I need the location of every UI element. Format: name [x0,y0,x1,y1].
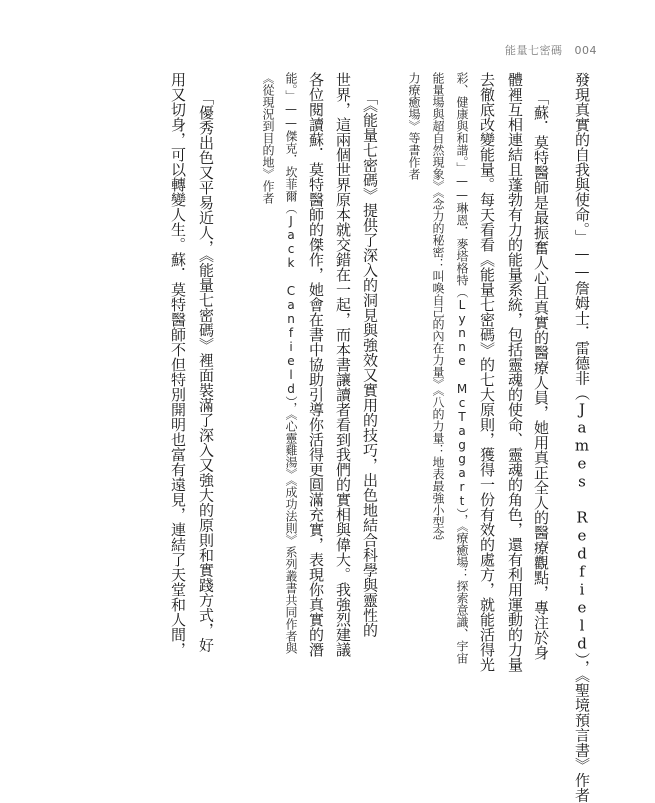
text-column-14: 用又切身，可以轉變人生。蘇．莫特醫師不但特別開明也富有遠見，連結了天堂和人間， [169,72,187,657]
text-column-7: 力療癒場》等書作者 [407,72,421,180]
text-column-11: 能。」——傑克．坎菲爾（Jack Canfield），《心靈雞湯》《成功法則》系列叢書共同作者與 [284,72,298,654]
text-column-10: 各位閱讀蘇．莫特醫師的傑作，她會在書中協助引導你活得更圓滿充實，表現你真實的潛 [307,72,325,657]
text-column-9: 世界，這兩個世界原本就交錯在一起，而本書讓讀者看到我們的實相與偉大。我強烈建議 [334,72,352,657]
text-column-2: 「蘇．莫特醫師是最振奮人心且真實的醫療人員，她用真正全人的醫療觀點，專注於身 [532,90,550,660]
text-column-5: 彩、健康與和諧。」——琳恩．麥塔格特（Lynne McTaggart），《療癒場：探索意識、宇宙 [455,72,469,664]
text-column-4: 去徹底改變能量。每天看看《能量七密碼》的七大原則，獲得一份有效的處方，就能活得光 [478,72,496,672]
text-column-1: 發現真實的自我與使命。」——詹姆士．雷德非（James Redfield），《聖境預言書》作者 [573,72,591,803]
text-column-13: 「優秀出色又平易近人，《能量七密碼》裡面裝滿了深入又強大的原則和實踐方式，好 [197,90,215,653]
running-head [505,42,597,58]
page-number: 004 [574,44,597,57]
text-column-8: 「《能量七密碼》提供了深入的洞見與強效又實用的技巧，出色地結合科學與靈性的 [361,90,379,638]
text-column-12: 《從現況到目的地》作者 [261,72,275,204]
text-column-6: 能量場與超自然現象》《念力的秘密：叫喚自己的內在力量》《八的力量：地表最強小型念 [431,72,445,540]
text-column-3: 體裡互相連結且蓬勃有力的能量系統，包括靈魂的使命、靈魂的角色，還有利用運動的力量 [506,72,524,672]
book-title: 能量七密碼 [505,44,563,57]
